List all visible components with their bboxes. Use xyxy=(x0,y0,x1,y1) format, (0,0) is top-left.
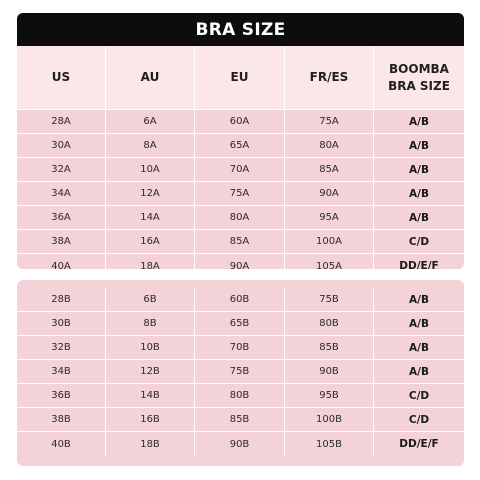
size-cell: 75B xyxy=(195,360,285,383)
size-cell: 6A xyxy=(106,110,195,133)
size-cell: 18B xyxy=(106,432,195,456)
size-cell: 60B xyxy=(195,288,285,311)
boomba-size-cell: C/D xyxy=(408,235,430,248)
size-cell: 40A xyxy=(17,254,106,269)
size-cell: 38A xyxy=(17,230,106,253)
size-cell: 6B xyxy=(106,288,195,311)
table-row xyxy=(17,312,464,336)
size-cell: 70A xyxy=(195,158,285,181)
table-row xyxy=(17,134,464,158)
header-boomba-bra-size xyxy=(374,46,464,109)
header-boomba-line-2: BRA SIZE xyxy=(388,78,450,93)
size-cell: 8A xyxy=(106,134,195,157)
boomba-size-cell: C/D xyxy=(408,389,430,402)
chart-title: BRA SIZE xyxy=(17,13,464,46)
table-row xyxy=(17,110,464,134)
size-cell: 28A xyxy=(17,110,106,133)
size-cell: 30A xyxy=(17,134,106,157)
size-cell: 34B xyxy=(17,360,106,383)
boomba-size-cell: A/B xyxy=(409,293,429,306)
size-cell: 70B xyxy=(195,336,285,359)
size-cell: 60A xyxy=(195,110,285,133)
size-cell: 85B xyxy=(285,336,374,359)
size-cell: 36A xyxy=(17,206,106,229)
size-cell: 65A xyxy=(195,134,285,157)
boomba-size-cell: DD/E/F xyxy=(399,438,439,450)
size-cell: 80B xyxy=(195,384,285,407)
size-cell: 105A xyxy=(285,254,374,269)
table-row xyxy=(17,360,464,384)
size-cell: 36B xyxy=(17,384,106,407)
size-cell: 85A xyxy=(195,230,285,253)
size-cell: 80B xyxy=(285,312,374,335)
size-cell: 38B xyxy=(17,408,106,431)
size-cell: 28B xyxy=(17,288,106,311)
size-cell: 65B xyxy=(195,312,285,335)
size-cell: 18A xyxy=(106,254,195,269)
boomba-size-cell: A/B xyxy=(409,115,429,128)
table-row xyxy=(17,384,464,408)
size-cell: 105B xyxy=(285,432,374,456)
table-row xyxy=(17,336,464,360)
table-row xyxy=(17,254,464,269)
boomba-size-cell: A/B xyxy=(409,163,429,176)
boomba-size-cell: A/B xyxy=(409,139,429,152)
size-cell: 100A xyxy=(285,230,374,253)
header-boomba-line-1: BOOMBA xyxy=(389,61,449,76)
boomba-size-cell: A/B xyxy=(409,211,429,224)
table-row xyxy=(17,158,464,182)
boomba-size-cell: A/B xyxy=(409,317,429,330)
table-header xyxy=(17,46,464,110)
header-eu: EU xyxy=(195,46,285,109)
boomba-size-cell: A/B xyxy=(409,187,429,200)
size-cell: 80A xyxy=(285,134,374,157)
size-cell: 30B xyxy=(17,312,106,335)
size-cell: 75A xyxy=(285,110,374,133)
table-body-b xyxy=(17,288,464,456)
boomba-size-cell: DD/E/F xyxy=(399,260,439,269)
size-chart-b-band xyxy=(17,280,464,466)
size-cell: 90B xyxy=(195,432,285,456)
size-cell: 12B xyxy=(106,360,195,383)
table-row xyxy=(17,288,464,312)
size-cell: 10B xyxy=(106,336,195,359)
size-cell: 10A xyxy=(106,158,195,181)
header-fr-es: FR/ES xyxy=(285,46,374,109)
boomba-size-cell: A/B xyxy=(409,341,429,354)
size-cell: 75A xyxy=(195,182,285,205)
size-cell: 14A xyxy=(106,206,195,229)
size-cell: 75B xyxy=(285,288,374,311)
size-cell: 85A xyxy=(285,158,374,181)
size-cell: 8B xyxy=(106,312,195,335)
size-cell: 14B xyxy=(106,384,195,407)
size-cell: 32A xyxy=(17,158,106,181)
size-cell: 40B xyxy=(17,432,106,456)
size-cell: 16B xyxy=(106,408,195,431)
table-row xyxy=(17,206,464,230)
boomba-size-cell: A/B xyxy=(409,365,429,378)
size-cell: 90A xyxy=(195,254,285,269)
size-cell: 100B xyxy=(285,408,374,431)
header-us: US xyxy=(17,46,106,109)
size-cell: 90A xyxy=(285,182,374,205)
size-cell: 16A xyxy=(106,230,195,253)
table-row xyxy=(17,230,464,254)
size-chart-a-band xyxy=(17,13,464,269)
size-cell: 12A xyxy=(106,182,195,205)
size-cell: 34A xyxy=(17,182,106,205)
size-cell: 85B xyxy=(195,408,285,431)
table-row xyxy=(17,182,464,206)
table-body-a xyxy=(17,110,464,269)
size-cell: 95A xyxy=(285,206,374,229)
table-row xyxy=(17,432,464,456)
size-cell: 95B xyxy=(285,384,374,407)
size-cell: 80A xyxy=(195,206,285,229)
boomba-size-cell: C/D xyxy=(408,413,430,426)
table-row xyxy=(17,408,464,432)
size-cell: 90B xyxy=(285,360,374,383)
header-au: AU xyxy=(106,46,195,109)
size-cell: 32B xyxy=(17,336,106,359)
